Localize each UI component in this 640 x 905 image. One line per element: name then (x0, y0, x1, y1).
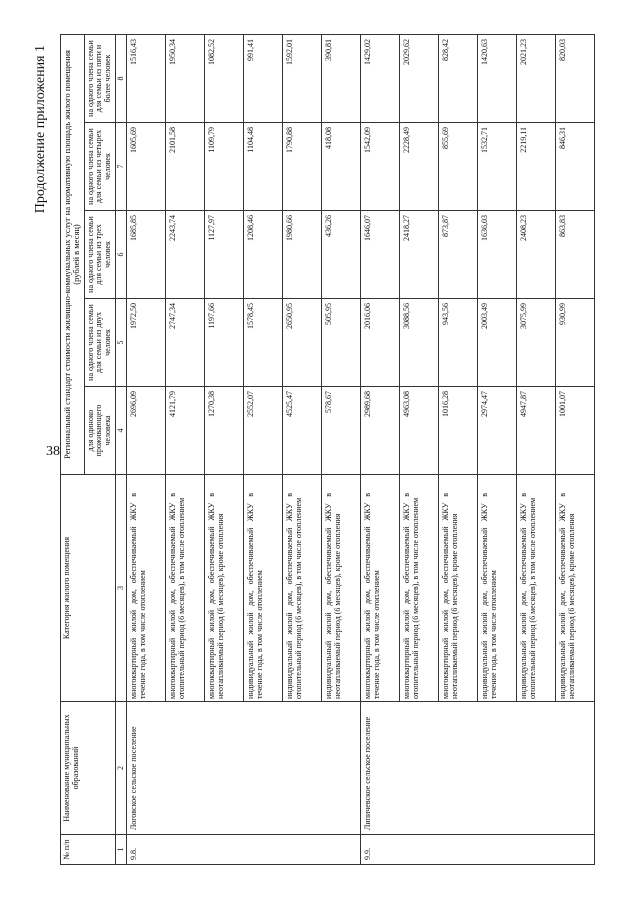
standard-value: 1950,34 (166, 34, 205, 122)
standard-value: 578,67 (322, 387, 361, 475)
standard-value: 3088,56 (400, 299, 439, 387)
appendix-caption: Продолжение приложения 1 (33, 45, 48, 214)
housing-category: индивидуальный жилой дом, обеспечиваемый ЖКУ в неотапливаемый период (6 месяцев), кроме отопления (322, 475, 361, 702)
standard-value: 2552,07 (244, 387, 283, 475)
standard-value: 1790,88 (283, 123, 322, 211)
header-family-3: на одного члена семьи для семьи из трех человек (84, 211, 115, 299)
standard-value: 2408,23 (517, 211, 556, 299)
standard-value: 991,41 (244, 34, 283, 122)
row-number: 9.8. (127, 835, 361, 865)
header-family-5: на одного члена семьи для семьи из пяти и более человек (84, 34, 115, 122)
standard-value: 1109,79 (205, 123, 244, 211)
housing-category: многоквартирный жилой дом, обеспечиваемый ЖКУ в отопительный период (6 месяцев), в том числе отоплением (400, 475, 439, 702)
standard-value: 2989,68 (361, 387, 400, 475)
standard-value: 2650,95 (283, 299, 322, 387)
standard-value: 4525,47 (283, 387, 322, 475)
standard-value: 2418,27 (400, 211, 439, 299)
standard-value: 2003,49 (478, 299, 517, 387)
column-index: 7 (116, 123, 127, 211)
standard-value: 2101,58 (166, 123, 205, 211)
standard-value: 1592,01 (283, 34, 322, 122)
standard-value: 2016,06 (361, 299, 400, 387)
column-index: 8 (116, 34, 127, 122)
standard-value: 1532,71 (478, 123, 517, 211)
standard-value: 873,87 (439, 211, 478, 299)
column-index-row (116, 34, 127, 864)
standard-value: 2029,62 (400, 34, 439, 122)
standard-value: 1197,66 (205, 299, 244, 387)
housing-category: многоквартирный жилой дом, обеспечиваемый ЖКУ в течение года, в том числе отоплением (361, 475, 400, 702)
standard-value: 1578,45 (244, 299, 283, 387)
standard-value: 2219,11 (517, 123, 556, 211)
table-row (361, 34, 400, 864)
column-index: 3 (116, 475, 127, 702)
regional-standard-table (60, 34, 595, 865)
column-index: 5 (116, 299, 127, 387)
standard-value: 943,56 (439, 299, 478, 387)
standard-value: 1516,43 (127, 34, 166, 122)
standard-value: 1420,63 (478, 34, 517, 122)
standard-value: 3075,99 (517, 299, 556, 387)
column-index: 6 (116, 211, 127, 299)
standard-value: 930,99 (556, 299, 595, 387)
standard-value: 1104,48 (244, 123, 283, 211)
standard-value: 828,42 (439, 34, 478, 122)
standard-value: 855,69 (439, 123, 478, 211)
column-index: 4 (116, 387, 127, 475)
standard-value: 1646,07 (361, 211, 400, 299)
standard-value: 4121,79 (166, 387, 205, 475)
standard-value: 1016,28 (439, 387, 478, 475)
standard-value: 1542,09 (361, 123, 400, 211)
header-family-4: на одного члена семьи для семьи из четырех человек (84, 123, 115, 211)
standard-value: 863,83 (556, 211, 595, 299)
standard-value: 2228,49 (400, 123, 439, 211)
housing-category: индивидуальный жилой дом, обеспечиваемый ЖКУ в течение года, в том числе отоплением (478, 475, 517, 702)
standard-value: 505,95 (322, 299, 361, 387)
standard-value: 846,31 (556, 123, 595, 211)
standard-value: 1605,69 (127, 123, 166, 211)
standard-value: 2243,74 (166, 211, 205, 299)
row-number: 9.9. (361, 835, 595, 865)
standard-value: 4947,87 (517, 387, 556, 475)
standard-value: 820,03 (556, 34, 595, 122)
standard-value: 436,26 (322, 211, 361, 299)
housing-category: многоквартирный жилой дом, обеспечиваемый ЖКУ в неотапливаемый период (6 месяцев), кроме отопления (439, 475, 478, 702)
housing-category: многоквартирный жилой дом, обеспечиваемый ЖКУ в неотапливаемый период (6 месяцев), кроме отопления (205, 475, 244, 702)
table-row (127, 34, 166, 864)
municipality-name: Липичевское сельское поселение (361, 702, 595, 835)
standard-value: 418,08 (322, 123, 361, 211)
municipality-name: Логовское сельское поселение (127, 702, 361, 835)
standard-value: 1429,02 (361, 34, 400, 122)
standard-value: 2974,47 (478, 387, 517, 475)
standard-value: 1208,46 (244, 211, 283, 299)
housing-category: индивидуальный жилой дом, обеспечиваемый ЖКУ в отопительный период (6 месяцев), в том числе отоплением (517, 475, 556, 702)
standard-value: 1636,03 (478, 211, 517, 299)
standard-value: 1270,38 (205, 387, 244, 475)
housing-category: многоквартирный жилой дом, обеспечиваемый ЖКУ в отопительный период (6 месяцев), в том числе отоплением (166, 475, 205, 702)
page-number: 38 (46, 444, 60, 459)
standard-value: 2747,34 (166, 299, 205, 387)
column-index: 1 (116, 835, 127, 865)
housing-category: индивидуальный жилой дом, обеспечиваемый ЖКУ в неотапливаемый период (6 месяцев), кроме отопления (556, 475, 595, 702)
housing-category: индивидуальный жилой дом, обеспечиваемый ЖКУ в отопительный период (6 месяцев), в том числе отоплением (283, 475, 322, 702)
standard-value: 1082,52 (205, 34, 244, 122)
standard-value: 2696,09 (127, 387, 166, 475)
standard-value: 1127,97 (205, 211, 244, 299)
housing-category: многоквартирный жилой дом, обеспечиваемый ЖКУ в течение года, в том числе отоплением (127, 475, 166, 702)
standard-value: 1972,50 (127, 299, 166, 387)
header-single: для одиноко проживающего человека (84, 387, 115, 475)
column-index: 2 (116, 702, 127, 835)
standard-value: 1001,07 (556, 387, 595, 475)
header-no: № п/п (61, 835, 116, 865)
standard-value: 1980,66 (283, 211, 322, 299)
standard-value: 1685,85 (127, 211, 166, 299)
standard-value: 2021,23 (517, 34, 556, 122)
header-category: Категория жилого помещения (61, 475, 116, 702)
header-municipality: Наименование муниципальных образований (61, 702, 116, 835)
housing-category: индивидуальный жилой дом, обеспечиваемый ЖКУ в течение года, в том числе отоплением (244, 475, 283, 702)
standard-value: 4963,08 (400, 387, 439, 475)
standard-value: 390,81 (322, 34, 361, 122)
header-family-2: на одного члена семьи для семьи из двух человек (84, 299, 115, 387)
header-standard: Региональный стандарт стоимости жилищно-коммунальных услуг на нормативную площадь жилого помещения (рублей в месяц) (61, 34, 85, 474)
